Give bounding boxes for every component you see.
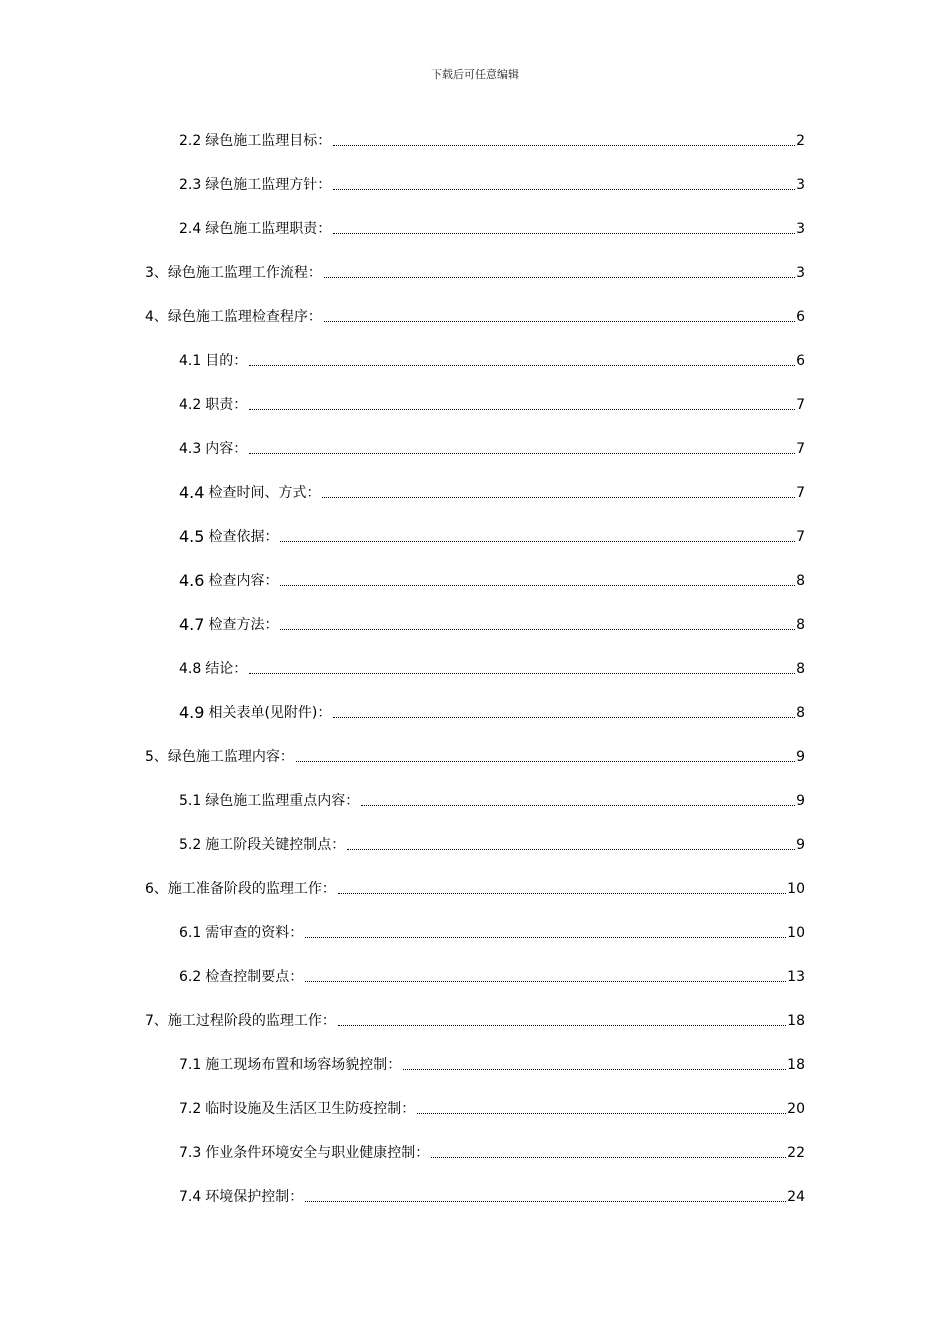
toc-entry-page: 7 <box>796 397 805 413</box>
toc-entry-title: 施工过程阶段的监理工作： <box>167 1013 336 1029</box>
toc-entry-page: 18 <box>787 1013 805 1029</box>
toc-entry-title: 施工现场布置和场容场貌控制： <box>205 1057 402 1073</box>
toc-entry-title: 绿色施工监理职责： <box>205 221 332 237</box>
dot-leader <box>305 981 786 982</box>
toc-entry-title: 相关表单(见附件)： <box>208 705 332 721</box>
toc-entry-number: 4.3 <box>179 441 202 457</box>
toc-entry-title: 绿色施工监理目标： <box>205 133 332 149</box>
toc-entry-number: 5.2 <box>179 837 202 853</box>
dot-leader <box>324 321 795 322</box>
toc-entry-title: 检查内容： <box>208 573 279 589</box>
toc-entry-4-9[interactable] <box>179 696 805 722</box>
dot-leader <box>249 409 795 410</box>
toc-entry-5-2[interactable] <box>179 828 805 854</box>
toc-entry-6[interactable] <box>145 872 805 898</box>
toc-entry-page: 2 <box>796 133 805 149</box>
toc-entry-page: 9 <box>796 837 805 853</box>
toc-entry-number: 4.7 <box>179 615 205 634</box>
toc-entry-page: 22 <box>787 1145 805 1161</box>
toc-entry-title: 检查时间、方式： <box>208 485 321 501</box>
toc-entry-number: 7、 <box>145 1013 168 1029</box>
toc-entry-number: 7.1 <box>179 1057 202 1073</box>
toc-entry-page: 10 <box>787 881 805 897</box>
toc-entry-number: 2.2 <box>179 133 202 149</box>
dot-leader <box>347 849 795 850</box>
toc-entry-title: 职责： <box>205 397 248 413</box>
toc-entry-2-3[interactable] <box>179 168 805 194</box>
toc-entry-number: 3、 <box>145 265 168 281</box>
toc-entry-title: 施工准备阶段的监理工作： <box>167 881 336 897</box>
toc-entry-page: 18 <box>787 1057 805 1073</box>
dot-leader <box>333 233 795 234</box>
toc-entry-title: 绿色施工监理工作流程： <box>167 265 322 281</box>
toc-entry-2-2[interactable] <box>179 124 805 150</box>
toc-entry-title: 绿色施工监理内容： <box>167 749 294 765</box>
toc-entry-title: 作业条件环境安全与职业健康控制： <box>205 1145 430 1161</box>
toc-entry-title: 结论： <box>205 661 248 677</box>
toc-entry-number: 4.2 <box>179 397 202 413</box>
toc-entry-number: 5.1 <box>179 793 202 809</box>
dot-leader <box>338 893 786 894</box>
toc-entry-number: 4.4 <box>179 483 205 502</box>
toc-entry-title: 检查依据： <box>208 529 279 545</box>
toc-entry-7-4[interactable] <box>179 1180 805 1206</box>
toc-entry-page: 6 <box>796 353 805 369</box>
dot-leader <box>249 453 795 454</box>
toc-entry-5-1[interactable] <box>179 784 805 810</box>
toc-entry-number: 4.1 <box>179 353 202 369</box>
dot-leader <box>305 937 786 938</box>
toc-entry-page: 8 <box>796 573 805 589</box>
toc-entry-page: 9 <box>796 749 805 765</box>
dot-leader <box>417 1113 786 1114</box>
toc-entry-number: 4.6 <box>179 571 205 590</box>
dot-leader <box>280 541 795 542</box>
toc-entry-4-6[interactable] <box>179 564 805 590</box>
toc-entry-number: 6、 <box>145 881 168 897</box>
toc-entry-3[interactable] <box>145 256 805 282</box>
toc-entry-number: 2.3 <box>179 177 202 193</box>
toc-entry-title: 需审查的资料： <box>205 925 304 941</box>
dot-leader <box>403 1069 786 1070</box>
toc-entry-page: 8 <box>796 705 805 721</box>
toc-entry-page: 8 <box>796 617 805 633</box>
toc-entry-7-3[interactable] <box>179 1136 805 1162</box>
toc-entry-6-1[interactable] <box>179 916 805 942</box>
toc-entry-title: 临时设施及生活区卫生防疫控制： <box>205 1101 416 1117</box>
toc-entry-number: 4.5 <box>179 527 205 546</box>
toc-entry-number: 2.4 <box>179 221 202 237</box>
toc-entry-4-4[interactable] <box>179 476 805 502</box>
toc-entry-number: 4、 <box>145 309 168 325</box>
toc-entry-4-2[interactable] <box>179 388 805 414</box>
dot-leader <box>324 277 795 278</box>
toc-entry-7-2[interactable] <box>179 1092 805 1118</box>
toc-entry-4-3[interactable] <box>179 432 805 458</box>
toc-entry-page: 7 <box>796 485 805 501</box>
toc-entry-page: 3 <box>796 221 805 237</box>
toc-entry-number: 7.2 <box>179 1101 202 1117</box>
toc-entry-number: 4.8 <box>179 661 202 677</box>
toc-entry-number: 5、 <box>145 749 168 765</box>
toc-entry-page: 6 <box>796 309 805 325</box>
toc-entry-page: 3 <box>796 177 805 193</box>
toc-entry-page: 13 <box>787 969 805 985</box>
toc-entry-page: 10 <box>787 925 805 941</box>
page-header: 下载后可任意编辑 <box>431 68 519 81</box>
toc-entry-4-8[interactable] <box>179 652 805 678</box>
dot-leader <box>280 585 795 586</box>
toc-entry-4-5[interactable] <box>179 520 805 546</box>
toc-entry-number: 7.4 <box>179 1189 202 1205</box>
toc-entry-title: 绿色施工监理重点内容： <box>205 793 360 809</box>
dot-leader <box>305 1201 786 1202</box>
dot-leader <box>333 717 795 718</box>
toc-entry-title: 绿色施工监理方针： <box>205 177 332 193</box>
toc-entry-4-7[interactable] <box>179 608 805 634</box>
toc-entry-4[interactable] <box>145 300 805 326</box>
toc-entry-page: 3 <box>796 265 805 281</box>
toc-entry-number: 4.9 <box>179 703 205 722</box>
toc-entry-2-4[interactable] <box>179 212 805 238</box>
dot-leader <box>333 189 795 190</box>
toc-entry-number: 7.3 <box>179 1145 202 1161</box>
dot-leader <box>431 1157 786 1158</box>
toc-entry-title: 检查控制要点： <box>205 969 304 985</box>
dot-leader <box>322 497 795 498</box>
toc-entry-page: 8 <box>796 661 805 677</box>
toc-entry-title: 检查方法： <box>208 617 279 633</box>
toc-entry-page: 24 <box>787 1189 805 1205</box>
dot-leader <box>333 145 795 146</box>
toc-entry-title: 内容： <box>205 441 248 457</box>
dot-leader <box>296 761 795 762</box>
dot-leader <box>338 1025 786 1026</box>
dot-leader <box>361 805 795 806</box>
toc-entry-title: 施工阶段关键控制点： <box>205 837 346 853</box>
toc-entry-page: 7 <box>796 529 805 545</box>
toc-entry-number: 6.1 <box>179 925 202 941</box>
toc-entry-title: 绿色施工监理检查程序： <box>167 309 322 325</box>
dot-leader <box>280 629 795 630</box>
toc-entry-5[interactable] <box>145 740 805 766</box>
dot-leader <box>249 673 795 674</box>
toc-entry-page: 7 <box>796 441 805 457</box>
dot-leader <box>249 365 795 366</box>
toc-entry-7[interactable] <box>145 1004 805 1030</box>
toc-entry-7-1[interactable] <box>179 1048 805 1074</box>
toc-entry-title: 环境保护控制： <box>205 1189 304 1205</box>
toc-entry-title: 目的： <box>205 353 248 369</box>
toc-entry-page: 9 <box>796 793 805 809</box>
toc-entry-page: 20 <box>787 1101 805 1117</box>
toc-entry-number: 6.2 <box>179 969 202 985</box>
toc-entry-6-2[interactable] <box>179 960 805 986</box>
toc-entry-4-1[interactable] <box>179 344 805 370</box>
